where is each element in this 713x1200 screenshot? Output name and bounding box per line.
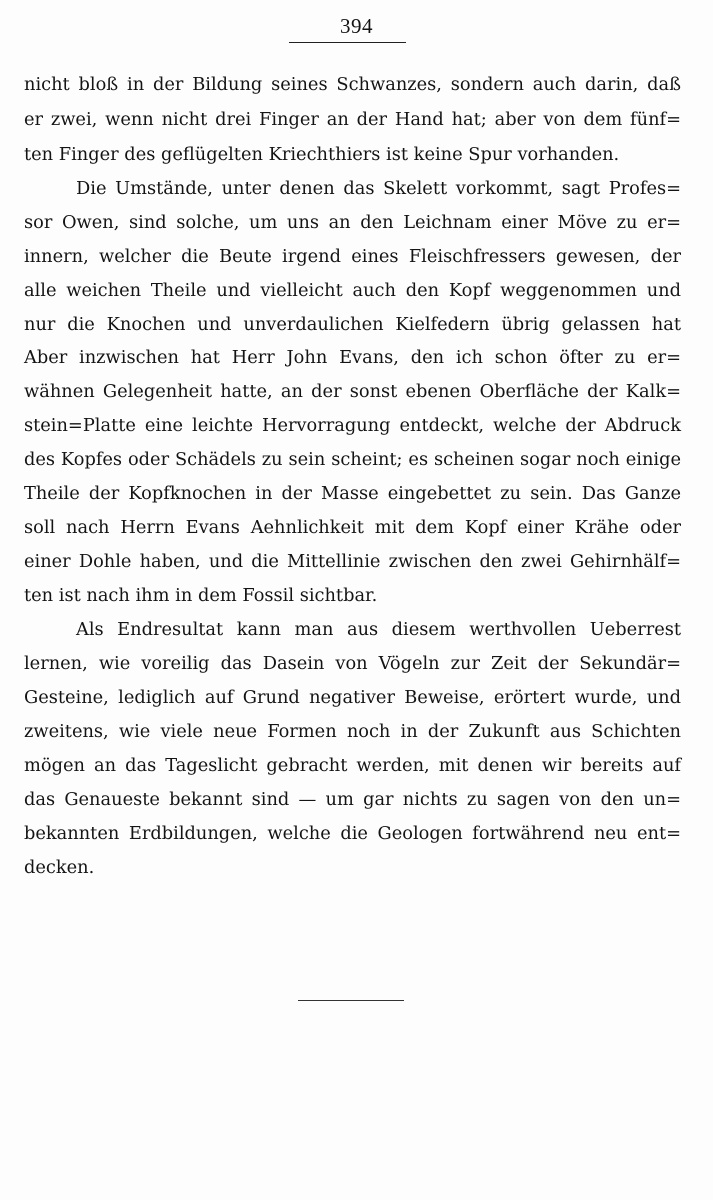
text-line: lernen, wie voreilig das Dasein von Vögeln zur Zeit der Sekundär= [24,653,681,674]
text-line: sor Owen, sind solche, um uns an den Leichnam einer Möve zu er= [24,212,681,233]
text-line: Die Umstände, unter denen das Skelett vorkommt, sagt Profes= [76,178,681,199]
page-number: 394 [340,14,373,38]
header-rule [289,42,406,43]
text-line: innern, welcher die Beute irgend eines Fleischfressers gewesen, der [24,246,681,267]
text-line: nur die Knochen und unverdaulichen Kielfedern übrig gelassen hat [24,314,681,335]
text-line: Theile der Kopfknochen in der Masse eingebettet zu sein. Das Ganze [24,483,681,504]
text-line: das Genaueste bekannt sind — um gar nichts zu sagen von den un= [24,789,681,810]
text-line: einer Dohle haben, und die Mittellinie zwischen den zwei Gehirnhälf= [24,551,681,572]
text-line: bekannten Erdbildungen, welche die Geologen fortwährend neu ent= [24,823,681,844]
text-line: zweitens, wie viele neue Formen noch in der Zukunft aus Schichten [24,721,681,742]
text-line: Gesteine, lediglich auf Grund negativer Beweise, erörtert wurde, und [24,687,681,708]
footer-rule [298,1000,404,1001]
text-line: mögen an das Tageslicht gebracht werden, mit denen wir bereits auf [24,755,681,776]
text-line: decken. [24,857,95,878]
text-line: Aber inzwischen hat Herr John Evans, den ich schon öfter zu er= [24,347,681,368]
text-line: nicht bloß in der Bildung seines Schwanzes, sondern auch darin, daß [24,74,681,95]
text-line: Als Endresultat kann man aus diesem werthvollen Ueberrest [76,619,681,640]
text-line: wähnen Gelegenheit hatte, an der sonst ebenen Oberfläche der Kalk= [24,381,681,402]
text-line: er zwei, wenn nicht drei Finger an der Hand hat; aber von dem fünf= [24,109,681,130]
text-line: alle weichen Theile und vielleicht auch den Kopf weggenommen und [24,280,681,301]
text-line: ten Finger des geflügelten Kriechthiers ist keine Spur vorhanden. [24,144,620,165]
text-line: stein=Platte eine leichte Hervorragung entdeckt, welche der Abdruck [24,415,681,436]
text-line: des Kopfes oder Schädels zu sein scheint; es scheinen sogar noch einige [24,449,681,470]
text-line: soll nach Herrn Evans Aehnlichkeit mit dem Kopf einer Krähe oder [24,517,681,538]
text-line: ten ist nach ihm in dem Fossil sichtbar. [24,585,378,606]
